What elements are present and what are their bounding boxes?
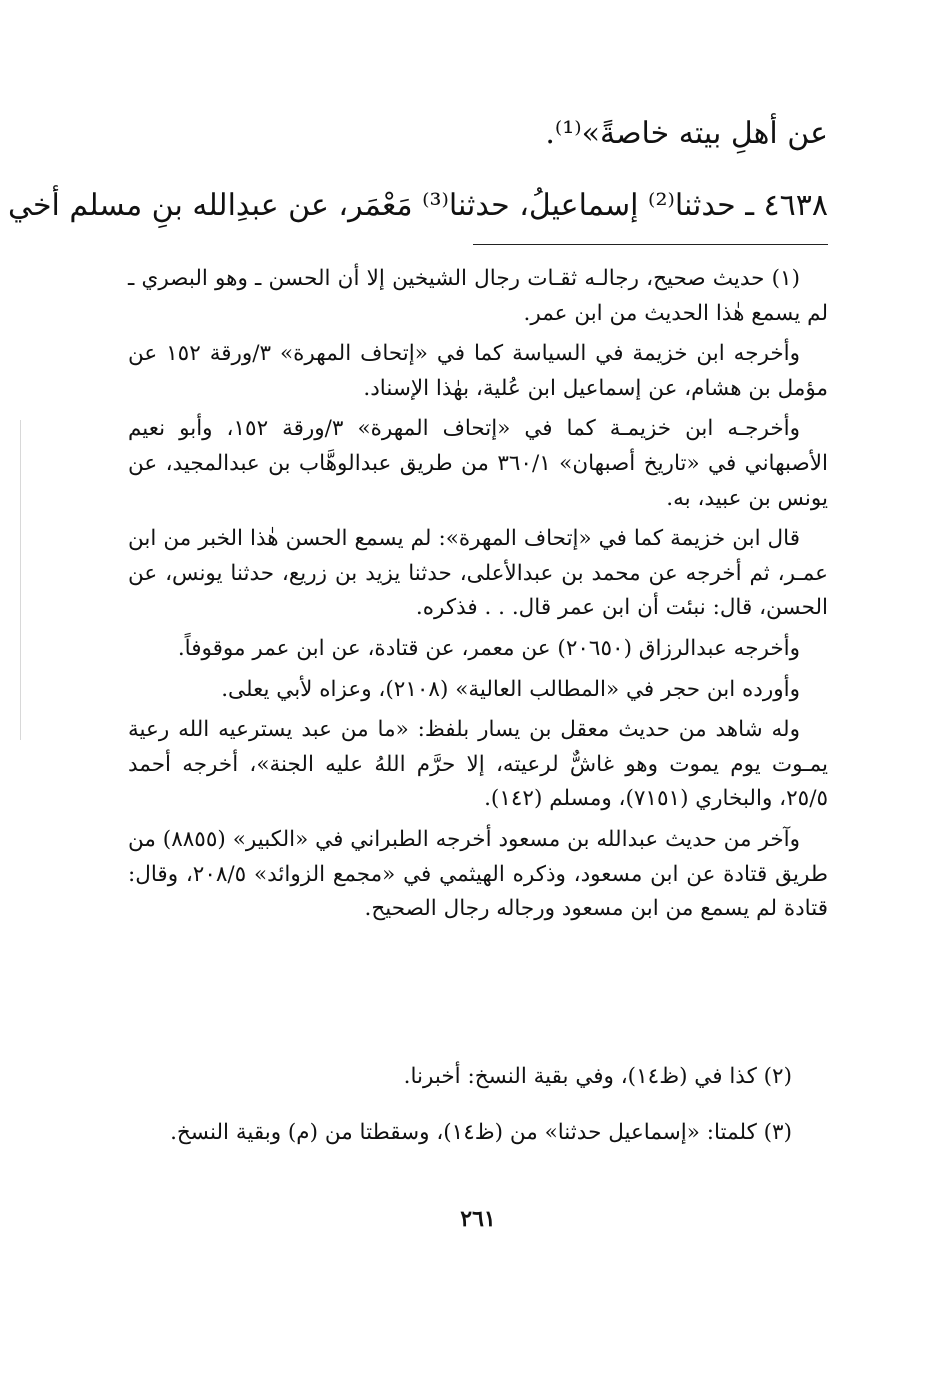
footnote-separator [473,244,828,245]
footnote-1-paragraph: وأخرجه ابن خزيمة في السياسة كما في «إتحاف المهرة» ٣/ورقة ١٥٢ عن مؤمل بن هشام، عن إسماعيل ابن عُلية، بهٰذا الإسناد. [128,341,828,401]
footnote-1-paragraph: (١) حديث صحيح، رجالـه ثقـات رجال الشيخين إلا أن الحسن ـ وهو البصري ـ لم يسمع هٰذا الحديث من ابن عمر. [128,266,828,326]
footnote-1-paragraph: قال ابن خزيمة كما في «إتحاف المهرة»: لم يسمع الحسن هٰذا الخبر من ابن عمـر، ثم أخرجه عن محمد بن عبدالأعلى، حدثنا يزيد بن زريع، حدثنا يونس، عن الحسن، قال: نبئت أن ابن عمر قال. . . فذكره. [128,526,828,621]
footnote-1-paragraph: وله شاهد من حديث معقل بن يسار بلفظ: «ما من عبد يسترعيه الله رعية يمـوت يوم يموت وهو غاشٌّ لرعيته، إلا حرَّم اللهُ عليه الجنة»، أخرجه أحمد ٢٥/٥، والبخاري (٧١٥١)، ومسلم (١٤٢). [128,717,828,812]
book-page [8,0,828,1376]
footnote-1-paragraph: وآخر من حديث عبدالله بن مسعود أخرجه الطبراني في «الكبير» (٨٨٥٥) من طريق قتادة عن ابن مسعود، وذكره الهيثمي في «مجمع الزوائد» ٢٠٨/٥، وقال: قتادة لم يسمع من ابن مسعود ورجاله رجال الصحيح. [128,826,828,922]
scan-edge-line [20,420,21,740]
footnote-1-paragraph: وأخرجه عبدالرزاق (٢٠٦٥٠) عن معمر، عن قتادة، عن ابن عمر موقوفاً. [177,635,800,661]
footnotes-block [128,262,828,927]
main-text-line-2: ٤٦٣٨ ـ حدثنا⁽²⁾ إسماعيلُ، حدثنا⁽³⁾ مَعْمَر، عن عبدِالله بنِ مسلم أخي [8,188,828,223]
footnote-2 [128,1060,828,1095]
page-number: ٢٦١ [460,1206,496,1232]
footnote-3-text: (٣) كلمتا: «إسماعيل حدثنا» من (ظ١٤)، وسقطتا من (م) وبقية النسخ. [170,1120,792,1145]
footnote-1-paragraph: وأخرجـه ابن خزيمـة كما في «إتحاف المهرة» ٣/ورقة ١٥٢، وأبو نعيم الأصبهاني في «تاريخ أصبهان» ٣٦٠/١ من طريق عبدالوهَّاب بن عبدالمجيد، عن يونس بن عبيد، به. [128,416,828,511]
footnote-3 [128,1116,828,1151]
footnote-1-paragraph: وأورده ابن حجر في «المطالب العالية» (٢١٠٨)، وعزاه لأبي يعلى. [221,676,800,702]
main-text-line-1: عن أهلِ بيته خاصةً»⁽¹⁾. [545,116,828,151]
footnote-2-text: (٢) كذا في (ظ١٤)، وفي بقية النسخ: أخبرنا. [403,1064,792,1089]
